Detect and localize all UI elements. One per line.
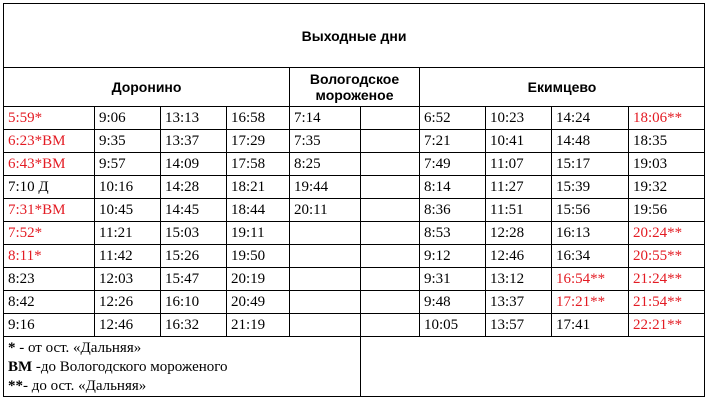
table-row [4, 199, 705, 222]
time-cell [361, 153, 420, 176]
time-cell: 11:51 [486, 199, 552, 222]
table-row [4, 268, 705, 291]
time-cell: 7:35 [290, 130, 361, 153]
time-cell: 18:35 [629, 130, 705, 153]
legend [4, 337, 361, 397]
time-cell: 14:24 [552, 107, 629, 130]
time-cell: 11:42 [95, 245, 161, 268]
time-cell: 21:24** [629, 268, 705, 291]
time-cell: 8:53 [420, 222, 486, 245]
legend-line-star [8, 339, 356, 358]
time-cell: 11:27 [486, 176, 552, 199]
time-cell [361, 314, 420, 337]
time-cell: 17:41 [552, 314, 629, 337]
time-cell: 16:58 [227, 107, 290, 130]
bus-schedule-table [3, 3, 705, 397]
time-cell: 9:57 [95, 153, 161, 176]
legend-empty-cell [361, 337, 705, 397]
time-cell: 10:41 [486, 130, 552, 153]
time-cell: 22:21** [629, 314, 705, 337]
time-cell: 8:36 [420, 199, 486, 222]
time-cell: 17:58 [227, 153, 290, 176]
time-cell: 7:31*ВМ [4, 199, 95, 222]
legend-mark: ** [8, 378, 23, 394]
legend-mark: ВМ [8, 359, 36, 375]
time-cell: 14:45 [161, 199, 227, 222]
time-cell: 8:11* [4, 245, 95, 268]
time-cell: 13:37 [161, 130, 227, 153]
time-cell: 15:39 [552, 176, 629, 199]
time-cell: 11:07 [486, 153, 552, 176]
header-vologda-ice-cream: Вологодское мороженое [290, 68, 420, 107]
time-cell: 19:03 [629, 153, 705, 176]
time-cell: 19:44 [290, 176, 361, 199]
time-cell [361, 268, 420, 291]
time-cell [361, 130, 420, 153]
time-cell: 14:28 [161, 176, 227, 199]
time-cell: 12:46 [486, 245, 552, 268]
time-cell [290, 222, 361, 245]
time-cell: 12:03 [95, 268, 161, 291]
time-cell: 10:23 [486, 107, 552, 130]
time-cell: 9:12 [420, 245, 486, 268]
time-cell [361, 107, 420, 130]
time-cell: 10:05 [420, 314, 486, 337]
time-cell: 15:03 [161, 222, 227, 245]
legend-line-vm [8, 358, 356, 377]
table-row [4, 314, 705, 337]
time-cell: 18:44 [227, 199, 290, 222]
time-cell: 13:57 [486, 314, 552, 337]
time-cell: 15:47 [161, 268, 227, 291]
time-cell: 8:14 [420, 176, 486, 199]
time-cell: 20:24** [629, 222, 705, 245]
legend-line-double-star [8, 377, 356, 396]
time-cell: 16:34 [552, 245, 629, 268]
table-row [4, 291, 705, 314]
time-cell: 12:26 [95, 291, 161, 314]
time-cell: 10:45 [95, 199, 161, 222]
time-cell: 14:48 [552, 130, 629, 153]
time-cell: 16:54** [552, 268, 629, 291]
legend-text: -до Вологодского мороженого [35, 359, 228, 375]
table-row [4, 245, 705, 268]
time-cell: 9:06 [95, 107, 161, 130]
time-cell: 7:14 [290, 107, 361, 130]
time-cell [361, 222, 420, 245]
time-cell [290, 291, 361, 314]
time-cell: 8:42 [4, 291, 95, 314]
time-cell: 10:16 [95, 176, 161, 199]
time-cell: 16:32 [161, 314, 227, 337]
time-cell: 6:43*ВМ [4, 153, 95, 176]
time-cell: 21:54** [629, 291, 705, 314]
table-row [4, 176, 705, 199]
time-cell: 15:56 [552, 199, 629, 222]
schedule-body [4, 4, 705, 107]
time-cell: 17:21** [552, 291, 629, 314]
group-header-row [4, 68, 705, 107]
time-cell: 21:19 [227, 314, 290, 337]
time-cell: 17:29 [227, 130, 290, 153]
time-cell: 19:56 [629, 199, 705, 222]
table-row [4, 130, 705, 153]
time-cell: 6:23*ВМ [4, 130, 95, 153]
time-cell: 15:17 [552, 153, 629, 176]
title-row [4, 4, 705, 68]
time-cell [290, 314, 361, 337]
time-cell: 11:21 [95, 222, 161, 245]
time-cell: 7:10 Д [4, 176, 95, 199]
legend-mark: * [8, 340, 20, 356]
time-cell: 8:25 [290, 153, 361, 176]
time-cell: 13:37 [486, 291, 552, 314]
time-cell: 13:13 [161, 107, 227, 130]
time-cell: 6:52 [420, 107, 486, 130]
time-cell: 20:55** [629, 245, 705, 268]
time-cell: 15:26 [161, 245, 227, 268]
table-row [4, 222, 705, 245]
time-cell [361, 199, 420, 222]
legend-row [4, 337, 705, 397]
time-cell: 8:23 [4, 268, 95, 291]
time-cell: 9:35 [95, 130, 161, 153]
time-cell: 19:32 [629, 176, 705, 199]
schedule-title: Выходные дни [4, 4, 705, 68]
header-ekimtsevo: Екимцево [420, 68, 705, 107]
time-cell [361, 245, 420, 268]
time-cell: 5:59* [4, 107, 95, 130]
time-cell: 7:52* [4, 222, 95, 245]
time-cell: 13:12 [486, 268, 552, 291]
time-cell: 19:50 [227, 245, 290, 268]
time-cell: 20:19 [227, 268, 290, 291]
time-cell [290, 268, 361, 291]
time-cell: 18:21 [227, 176, 290, 199]
time-cell: 16:10 [161, 291, 227, 314]
time-cell: 7:49 [420, 153, 486, 176]
time-cell: 9:16 [4, 314, 95, 337]
legend-text: - до ост. «Дальняя» [23, 378, 147, 394]
header-doronino: Доронино [4, 68, 290, 107]
time-cell: 12:46 [95, 314, 161, 337]
time-cell: 20:11 [290, 199, 361, 222]
time-cell: 7:21 [420, 130, 486, 153]
time-cell: 20:49 [227, 291, 290, 314]
legend-body [4, 337, 705, 397]
time-cell: 12:28 [486, 222, 552, 245]
time-cell: 9:31 [420, 268, 486, 291]
time-cell: 9:48 [420, 291, 486, 314]
time-rows [4, 107, 705, 337]
table-row [4, 107, 705, 130]
time-cell: 18:06** [629, 107, 705, 130]
table-row [4, 153, 705, 176]
time-cell [290, 245, 361, 268]
legend-text: - от ост. «Дальняя» [19, 340, 142, 356]
time-cell [361, 176, 420, 199]
time-cell [361, 291, 420, 314]
time-cell: 14:09 [161, 153, 227, 176]
time-cell: 16:13 [552, 222, 629, 245]
time-cell: 19:11 [227, 222, 290, 245]
